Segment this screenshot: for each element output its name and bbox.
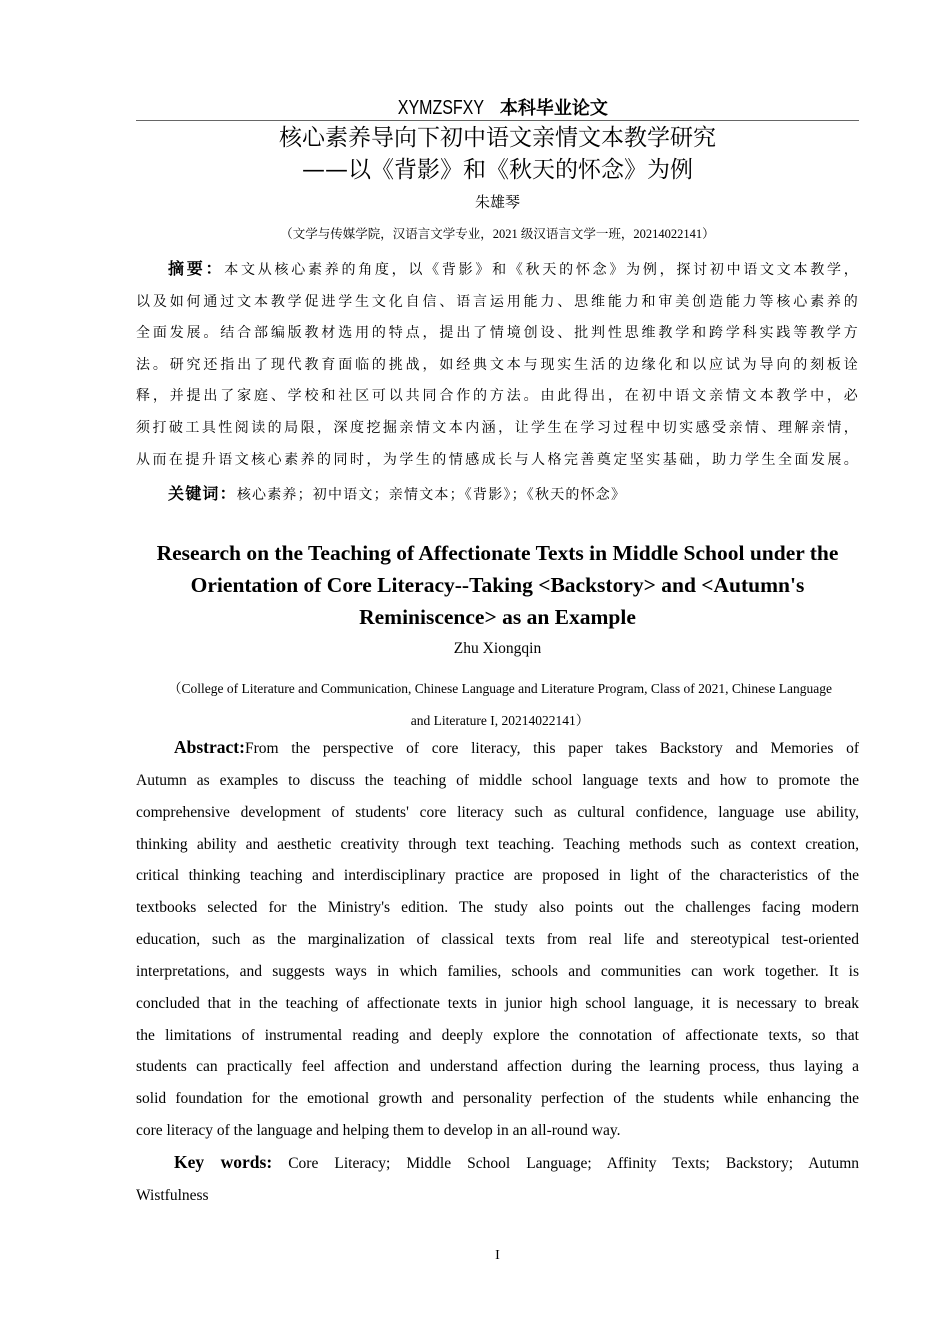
keywords-en-label: Key words: <box>174 1151 273 1172</box>
affiliation-en-line: （College of Literature and Communication, Chinese Language and Literature Program, Class of 2021, Chinese Language <box>168 681 832 696</box>
title-cn <box>136 122 859 186</box>
keywords-en-text: Core Literacy; Middle School Language; Affinity Texts; Backstory; Autumn <box>288 1154 860 1172</box>
abstract-cn-line: 须打破工具性阅读的局限，深度挖掘亲情文本内涵，让学生在学习过程中切实感受亲情、理解亲情， <box>136 419 859 436</box>
page-number: I <box>495 1248 500 1263</box>
abstract-cn-line: 从而在提升语文核心素养的同时，为学生的情感成长与人格完善奠定坚实基础，助力学生全面发展。 <box>136 451 859 468</box>
abstract-cn-line: 本文从核心素养的角度，以《背影》和《秋天的怀念》为例，探讨初中语文文本教学， <box>224 262 859 278</box>
abstract-en-line: the limitations of instrumental reading and deeply explore the connotation of affectionate texts, so that <box>136 1026 859 1044</box>
keywords-en-text: Wistfulness <box>136 1186 209 1204</box>
abstract-en-line: students can practically feel affection and understand affection during the learning process, thus laying a <box>136 1058 859 1076</box>
page-header <box>136 94 859 120</box>
keywords-en <box>136 1147 859 1180</box>
abstract-en-line: core literacy of the language and helping them to develop in an all-round way. <box>136 1122 621 1140</box>
abstract-en-label: Abstract: <box>174 737 245 757</box>
subtitle-cn-line: ——以《背影》和《秋天的怀念》为例 <box>302 157 693 183</box>
keywords-cn <box>136 478 859 512</box>
title-cn-line: 核心素养导向下初中语文亲情文本教学研究 <box>279 125 716 151</box>
keywords-cn-label: 关键词： <box>168 484 237 504</box>
abstract-cn-line: 释，并提出了家庭、学校和社区可以共同合作的方法。由此得出，在初中语文亲情文本教学中，必 <box>136 388 859 405</box>
abstract-en-line: Autumn as examples to discuss the teaching of middle school language texts and how to promote the <box>136 771 859 789</box>
abstract-en-line: textbooks selected for the Ministry's edition. The study also points out the challenges facing modern <box>136 899 859 917</box>
abstract-en-line: education, such as the marginalization of classical texts from real life and stereotypical test-oriented <box>136 931 859 949</box>
abstract-en-line: solid foundation for the emotional growth and personality perfection of the students while enhancing the <box>136 1090 859 1108</box>
abstract-en-line: thinking ability and aesthetic creativity through text teaching. Teaching methods such as context creation, <box>136 835 859 853</box>
keywords-cn-text: 核心素养；初中语文；亲情文本；《背影》；《秋天的怀念》 <box>236 487 627 504</box>
header-label: 本科毕业论文 <box>499 98 608 119</box>
affiliation-en <box>120 673 880 737</box>
abstract-en-line: comprehensive development of students' core literacy such as cultural confidence, language use ability, <box>136 803 859 821</box>
title-en <box>120 537 875 633</box>
abstract-en-line: concluded that in the teaching of affectionate texts in junior high school language, it is necessary to break <box>136 994 859 1012</box>
abstract-en-line: critical thinking teaching and interdisciplinary practice are proposed in light of the characteristics of the <box>136 867 859 885</box>
author-en: Zhu Xiongqin <box>453 640 542 657</box>
header-rule <box>136 120 859 121</box>
affiliation-cn: （文学与传媒学院，汉语言文学专业，2021 级汉语言文学一班，20214022141） <box>280 227 715 241</box>
abstract-cn <box>136 253 859 512</box>
title-en-line: Orientation of Core Literacy--Taking <Backstory> and <Autumn's <box>190 573 805 597</box>
abstract-cn-line: 以及如何通过文本教学促进学生文化自信、语言运用能力、思维能力和审美创造能力等核心素养的 <box>136 293 859 310</box>
abstract-cn-label: 摘要： <box>168 259 225 278</box>
affiliation-en-line: and Literature I, 20214022141） <box>410 713 590 728</box>
author-cn: 朱雄琴 <box>474 193 520 211</box>
abstract-cn-line: 全面发展。结合部编版教材选用的特点，提出了情境创设、批判性思维教学和跨学科实践等教学方 <box>136 325 859 342</box>
abstract-en-line: interpretations, and suggests ways in which families, schools and communities can work together. It is <box>136 962 859 980</box>
abstract-cn-line: 法。研究还指出了现代教育面临的挑战，如经典文本与现实生活的边缘化和以应试为导向的刻板诠 <box>136 356 859 373</box>
title-en-line: Research on the Teaching of Affectionate Texts in Middle School under the <box>156 541 839 565</box>
title-en-line: Reminiscence> as an Example <box>359 605 636 629</box>
header-code: XYMZSFXY <box>397 97 485 119</box>
abstract-en <box>136 732 859 1212</box>
abstract-en-line: From the perspective of core literacy, this paper takes Backstory and Memories of <box>244 740 859 757</box>
